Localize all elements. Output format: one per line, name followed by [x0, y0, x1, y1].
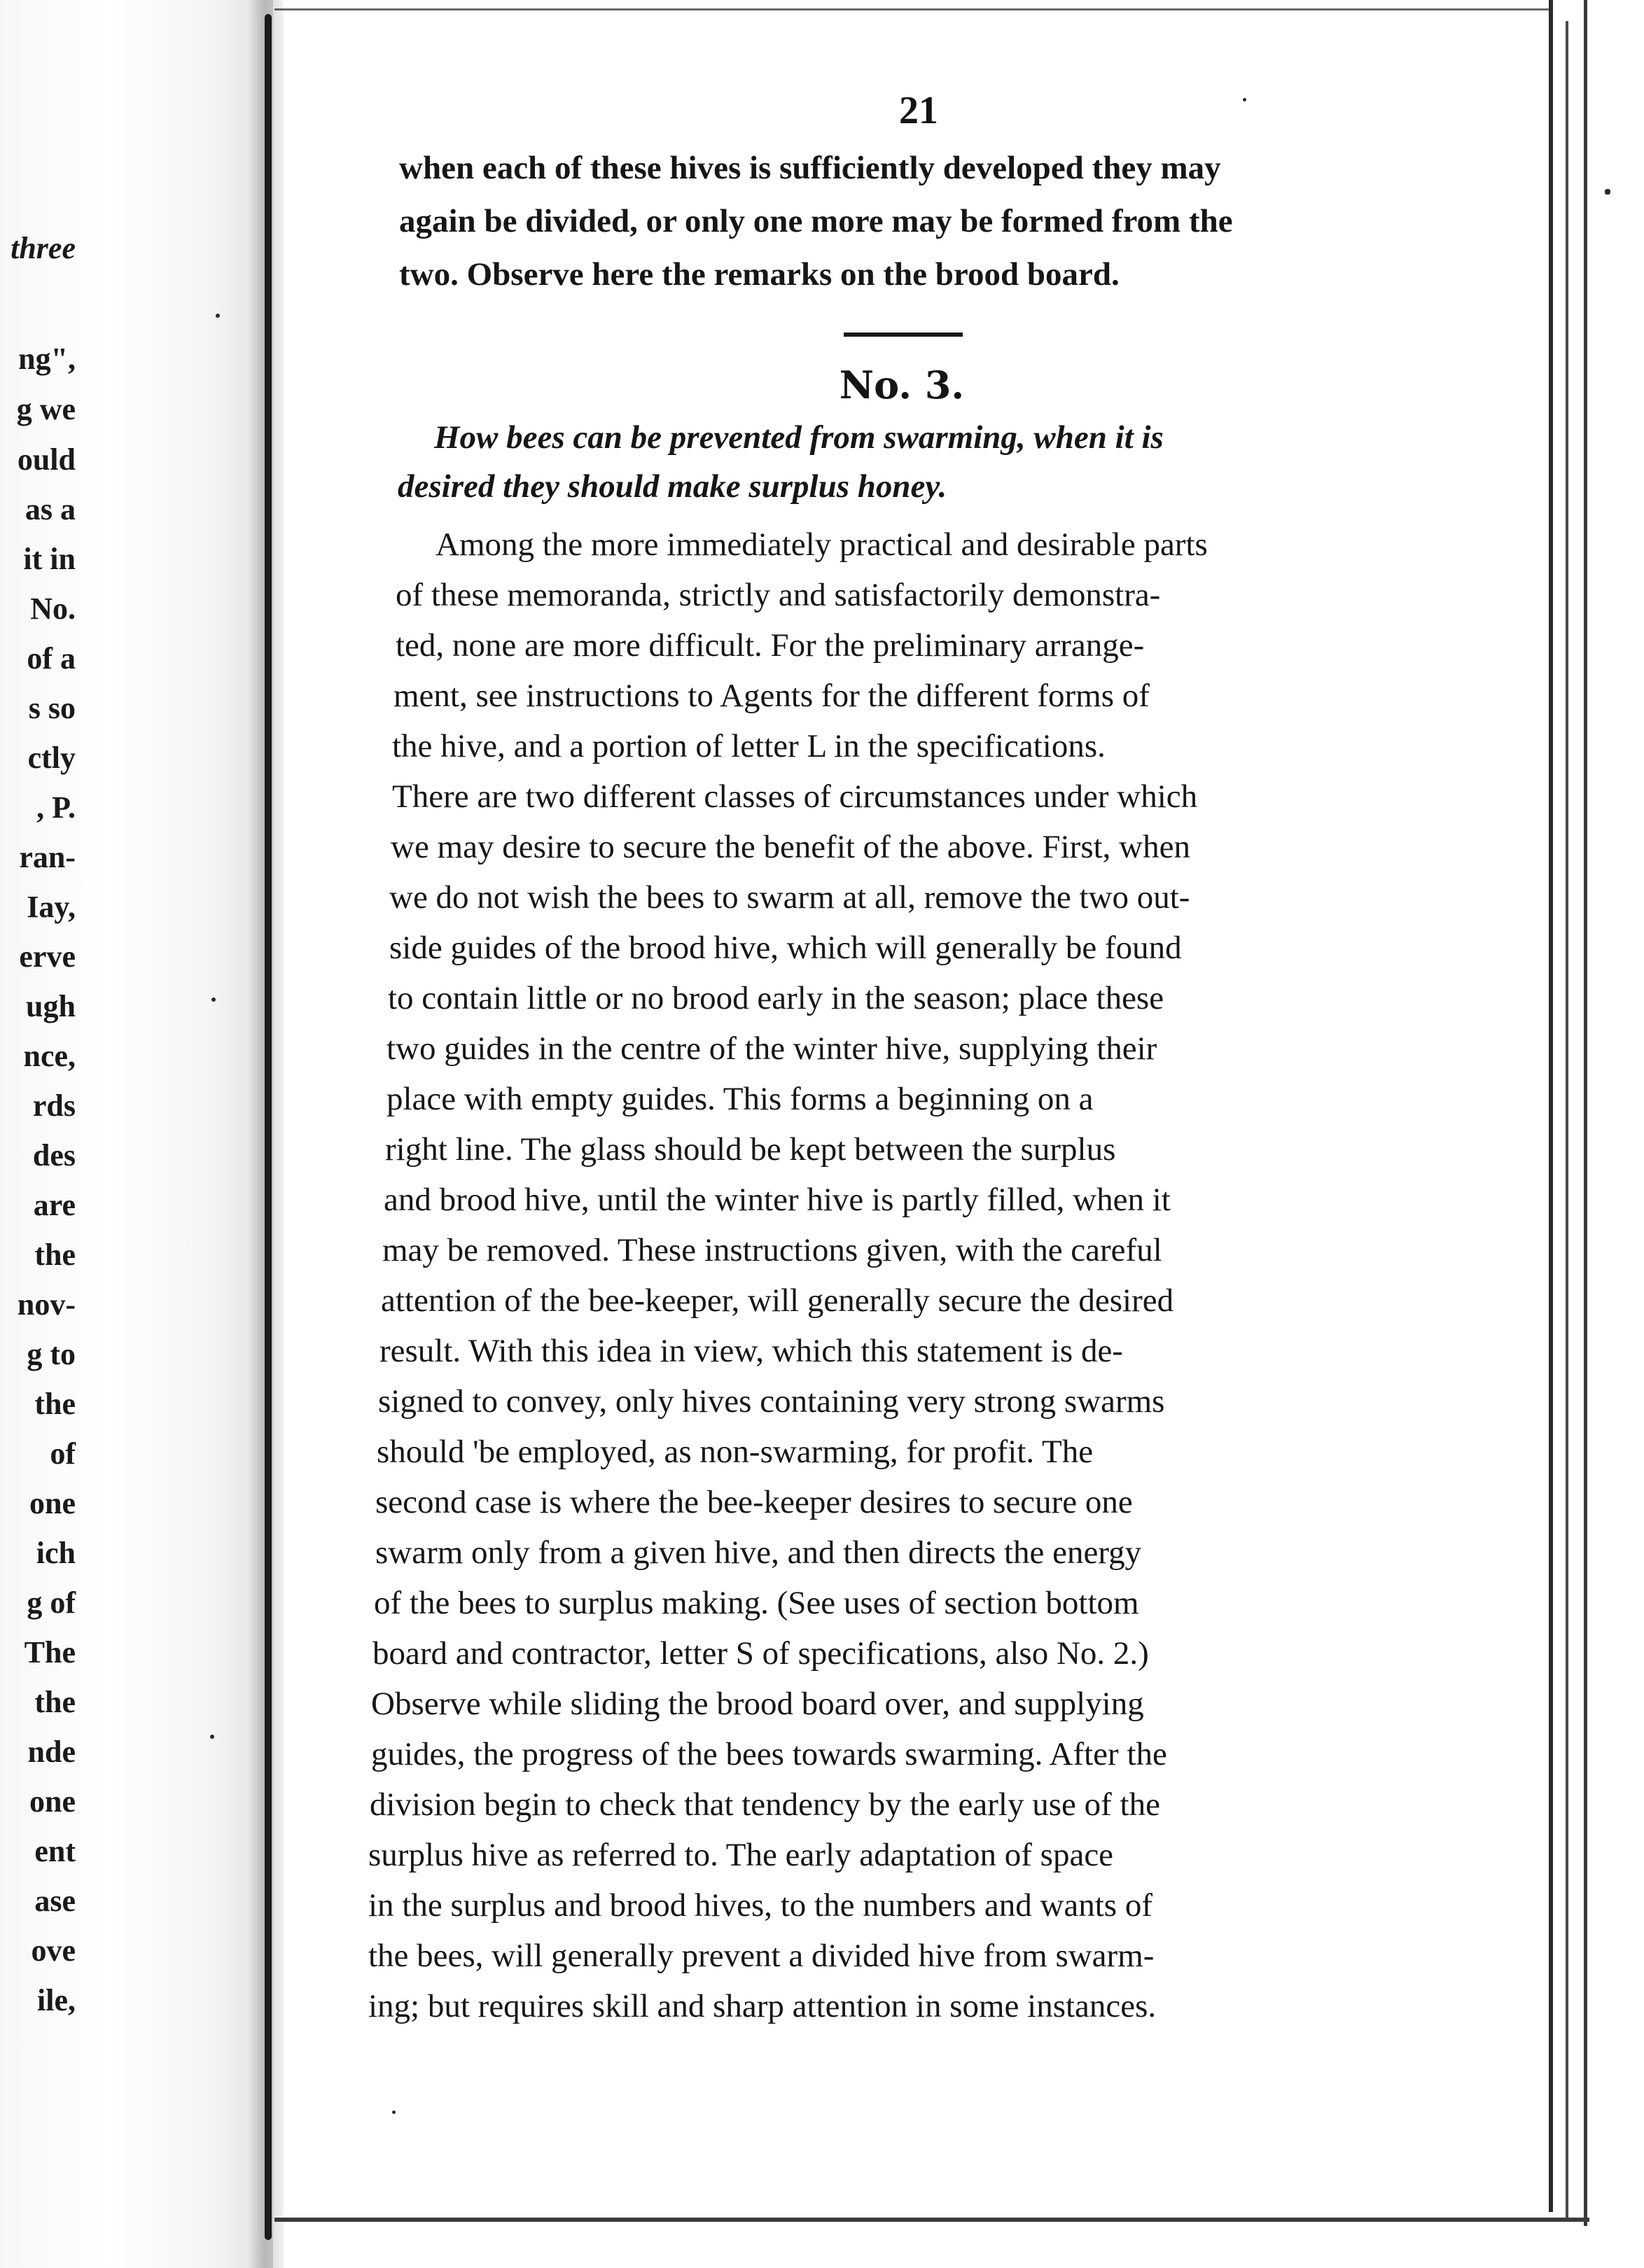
- left-fragment-line: it in: [23, 542, 76, 576]
- text-line: result. With this idea in view, which this statement is de-: [379, 1333, 1123, 1369]
- text-line: to contain little or no brood early in the season; place these: [388, 980, 1164, 1016]
- left-fragment-line: s so: [28, 691, 76, 725]
- left-fragment-line: No.: [30, 592, 76, 626]
- left-fragment-line: ugh: [26, 989, 76, 1023]
- text-line: division begin to check that tendency by the early use of the: [370, 1786, 1160, 1823]
- left-fragment-line: ase: [34, 1884, 76, 1918]
- left-fragment-line: are: [33, 1188, 76, 1222]
- left-fragment-line: ran-: [19, 840, 76, 874]
- page-bottom-edge: [274, 2218, 1591, 2222]
- text-line: we do not wish the bees to swarm at all, remove the two out-: [389, 879, 1190, 916]
- left-page-fragment: [0, 0, 273, 2268]
- left-fragment-line: nde: [27, 1735, 76, 1769]
- left-fragment-line: nce,: [23, 1039, 76, 1073]
- binding-edge: [265, 14, 272, 2240]
- text-line: right line. The glass should be kept between the surplus: [385, 1131, 1116, 1168]
- text-line: we may desire to secure the benefit of the above. First, when: [391, 829, 1190, 865]
- text-line: attention of the bee-keeper, will generally secure the desired: [381, 1282, 1174, 1319]
- left-fragment-line: g to: [27, 1337, 76, 1371]
- text-line: Among the more immediately practical and desirable parts: [436, 526, 1208, 563]
- left-fragment-line: g of: [27, 1586, 76, 1620]
- left-fragment-line: , P.: [36, 790, 76, 825]
- text-line: of the bees to surplus making. (See uses of section bottom: [374, 1585, 1139, 1621]
- section-heading: No. 3.: [839, 363, 965, 407]
- text-line: surplus hive as referred to. The early adaptation of space: [368, 1837, 1114, 1873]
- margin-strip: [1589, 0, 1644, 2268]
- scan-speck: [210, 1735, 214, 1739]
- left-fragment-line: as a: [25, 492, 76, 526]
- subtitle-line: How bees can be prevented from swarming, when it is: [434, 419, 1164, 456]
- text-line: and brood hive, until the winter hive is partly filled, when it: [384, 1182, 1171, 1218]
- left-fragment-line: ent: [34, 1834, 76, 1868]
- text-line: swarm only from a given hive, and then directs the energy: [375, 1534, 1142, 1571]
- left-fragment-line: The: [24, 1635, 76, 1670]
- text-line: guides, the progress of the bees towards swarming. After the: [371, 1736, 1167, 1772]
- text-line: again be divided, or only one more may be formed from the: [399, 203, 1233, 239]
- left-fragment-line: of: [50, 1436, 76, 1471]
- text-line: second case is where the bee-keeper desires to secure one: [375, 1484, 1133, 1520]
- text-line: side guides of the brood hive, which will generally be found: [389, 930, 1182, 966]
- page-edge: [1584, 0, 1587, 2226]
- page-edge: [1566, 21, 1568, 2219]
- scan-speck: [211, 997, 216, 1002]
- text-line: place with empty guides. This forms a beginning on a: [386, 1081, 1094, 1117]
- scan-speck: [1605, 189, 1610, 195]
- left-fragment-line: erve: [19, 939, 76, 974]
- left-fragment-line: nov-: [17, 1287, 76, 1322]
- left-fragment-line: ould: [17, 442, 76, 477]
- left-fragment-line: ove: [31, 1933, 76, 1968]
- left-fragment-line: one: [29, 1784, 76, 1819]
- left-fragment-line: of a: [27, 641, 76, 676]
- left-fragment-line: g we: [16, 392, 76, 426]
- scan-speck: [1243, 98, 1246, 102]
- text-line: ment, see instructions to Agents for the different forms of: [393, 678, 1150, 714]
- text-line: should 'be employed, as non-swarming, for profit. The: [377, 1434, 1094, 1470]
- left-fragment-line: rds: [32, 1088, 76, 1123]
- section-divider: [844, 332, 963, 337]
- scan-speck: [392, 2110, 396, 2114]
- text-line: There are two different classes of circumstances under which: [392, 778, 1198, 815]
- left-fragment-line: Iay,: [27, 890, 76, 924]
- left-fragment-line: des: [32, 1138, 76, 1172]
- text-line: in the surplus and brood hives, to the numbers and wants of: [368, 1887, 1152, 1924]
- left-fragment-line: ctly: [27, 741, 76, 775]
- left-fragment-line: the: [34, 1685, 76, 1719]
- text-line: Observe while sliding the brood board over, and supplying: [371, 1686, 1144, 1722]
- scan-speck: [216, 314, 220, 318]
- text-line: the hive, and a portion of letter L in the specifications.: [392, 728, 1106, 764]
- left-fragment-line: three: [11, 231, 76, 265]
- text-line: two guides in the centre of the winter hive, supplying their: [386, 1030, 1157, 1067]
- text-line: signed to convey, only hives containing very strong swarms: [378, 1383, 1165, 1420]
- left-fragment-line: ng",: [18, 342, 76, 376]
- text-line: when each of these hives is sufficiently developed they may: [399, 150, 1221, 186]
- page-number: 21: [899, 89, 938, 132]
- left-fragment-line: the: [34, 1387, 76, 1421]
- left-fragment-line: the: [34, 1238, 76, 1272]
- left-fragment-line: one: [29, 1486, 76, 1520]
- text-line: board and contractor, letter S of specifications, also No. 2.): [372, 1635, 1149, 1672]
- text-line: the bees, will generally prevent a divided hive from swarm-: [368, 1938, 1155, 1974]
- text-line: two. Observe here the remarks on the brood board.: [399, 256, 1120, 293]
- left-fragment-line: ich: [36, 1536, 76, 1570]
- text-line: may be removed. These instructions given, with the careful: [382, 1232, 1162, 1268]
- text-line: of these memoranda, strictly and satisfactorily demonstra-: [396, 577, 1161, 613]
- text-line: ing; but requires skill and sharp attention in some instances.: [368, 1988, 1157, 2024]
- page-edge: [1549, 0, 1553, 2212]
- text-line: ted, none are more difficult. For the preliminary arrange-: [396, 627, 1145, 664]
- subtitle-line: desired they should make surplus honey.: [398, 468, 947, 505]
- left-fragment-line: ile,: [37, 1983, 76, 2017]
